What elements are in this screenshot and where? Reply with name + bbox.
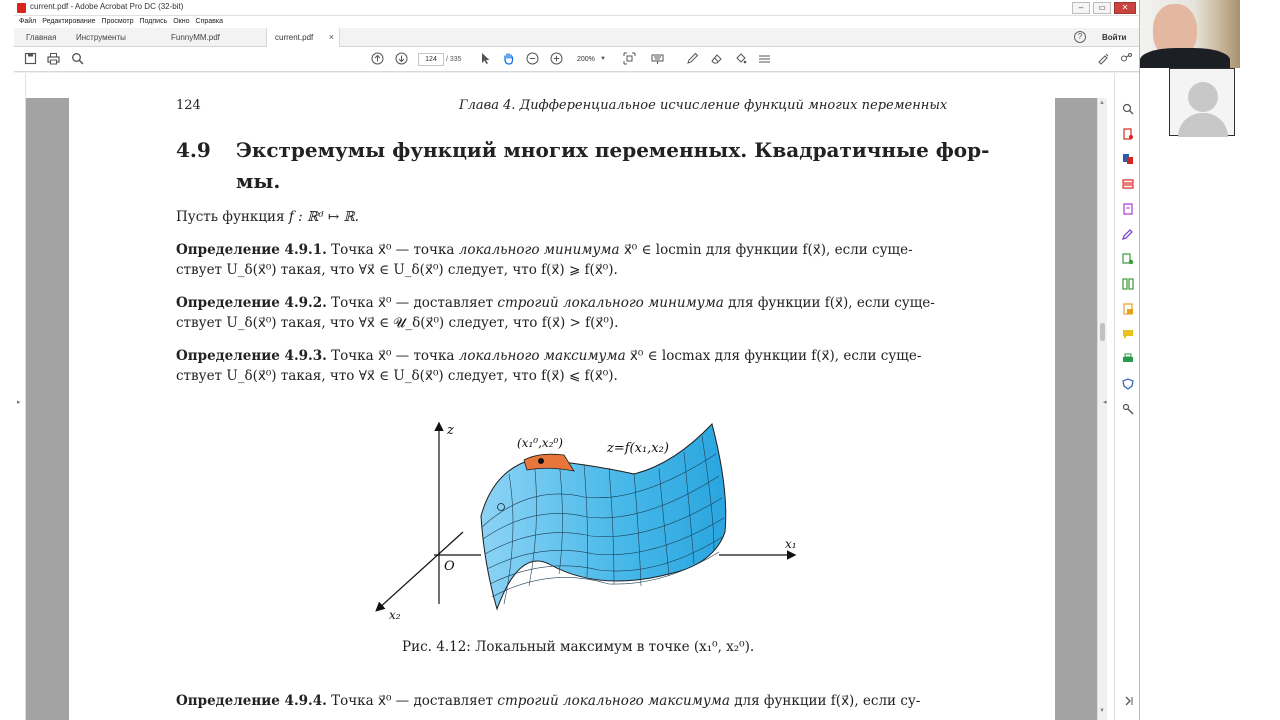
collapse-panel-icon[interactable] <box>1121 695 1135 709</box>
tools-settings-icon[interactable] <box>1121 403 1135 417</box>
definition-4-term: строгий локального максимума <box>497 693 730 709</box>
presenter-body <box>1140 48 1230 68</box>
menu-view[interactable]: Просмотр <box>101 18 134 25</box>
definition-3-line2: ствует U_δ(x⃗⁰) такая, что ∀x⃗ ∈ U_δ(x⃗⁰) следует, что f(x⃗) ⩽ f(x⃗⁰). <box>176 368 618 384</box>
document-area[interactable] <box>14 73 1114 720</box>
print-production-icon[interactable] <box>1121 353 1135 367</box>
menu-window[interactable]: Окно <box>173 18 190 25</box>
help-icon[interactable]: ? <box>1074 31 1086 43</box>
save-icon[interactable] <box>23 52 38 67</box>
definition-4-text: Точка x⃗⁰ — доставляет <box>326 693 498 709</box>
definition-3-line1 <box>176 348 921 364</box>
definition-2-line2: ствует U_δ(x⃗⁰) такая, что ∀x⃗ ∈ 𝓤_δ(x⃗⁰) следует, что f(x⃗) > f(x⃗⁰). <box>176 315 619 331</box>
page-margin-right <box>1055 98 1097 720</box>
page-margin-left <box>26 98 69 720</box>
definition-2-text: Точка x⃗⁰ — доставляет <box>326 295 498 311</box>
presenter-video <box>1140 0 1240 68</box>
function-surface <box>481 424 726 609</box>
pdf-page <box>69 98 1055 720</box>
page-number: 124 <box>176 98 201 113</box>
zoom-out-icon[interactable] <box>525 52 540 67</box>
print-icon[interactable] <box>46 52 61 67</box>
window-title: current.pdf - Adobe Acrobat Pro DC (32-bit) <box>30 2 184 11</box>
definition-1-term: локального минимума <box>458 242 620 258</box>
page-down-icon[interactable] <box>394 52 409 67</box>
definition-2-term: строгий локального минимума <box>497 295 724 311</box>
zoom-tool-icon[interactable] <box>1121 103 1135 117</box>
tab-home[interactable]: Главная <box>26 33 57 42</box>
vertical-scrollbar[interactable] <box>1097 98 1107 720</box>
tab-funnymm[interactable] <box>163 28 275 47</box>
acrobat-window <box>14 0 1140 720</box>
scroll-down-icon[interactable]: ▼ <box>1099 708 1105 714</box>
share-icon[interactable] <box>1119 52 1134 67</box>
zoom-level-select[interactable]: 200% <box>577 56 595 63</box>
running-header: Глава 4. Дифференциальное исчисление функций многих переменных <box>459 98 948 113</box>
intro-paragraph <box>176 209 359 225</box>
page-up-icon[interactable] <box>370 52 385 67</box>
definition-1-line2: ствует U_δ(x⃗⁰) такая, что ∀x⃗ ∈ U_δ(x⃗⁰) следует, что f(x⃗) ⩾ f(x⃗⁰). <box>176 262 618 278</box>
intro-math: f : ℝᵈ ↦ ℝ. <box>288 209 359 225</box>
search-icon[interactable] <box>70 52 85 67</box>
tab-close-icon[interactable]: × <box>328 32 334 42</box>
zoom-in-icon[interactable] <box>549 52 564 67</box>
right-tools-panel <box>1103 73 1140 720</box>
page-number-input[interactable]: 124 <box>418 53 444 66</box>
point-label: (x₁⁰,x₂⁰) <box>517 436 563 450</box>
avatar <box>1169 68 1235 136</box>
left-nav-strip[interactable] <box>14 73 26 720</box>
pen-icon[interactable] <box>685 52 700 67</box>
menu-sign[interactable]: Подпись <box>139 18 168 25</box>
local-max-point <box>538 458 544 464</box>
window-controls <box>1072 2 1136 14</box>
send-for-review-icon[interactable] <box>1121 303 1135 317</box>
stamp-icon[interactable] <box>1096 52 1111 67</box>
tab-tools[interactable]: Инструменты <box>76 33 126 42</box>
compare-files-icon[interactable] <box>1121 278 1135 292</box>
definition-3-label: Определение 4.9.3. <box>176 348 327 364</box>
toolbar <box>14 47 1140 72</box>
local-max-highlight <box>524 454 574 471</box>
select-cursor-icon[interactable] <box>478 52 493 67</box>
definition-2-label: Определение 4.9.2. <box>176 295 327 311</box>
chevron-down-icon[interactable]: ▼ <box>600 56 606 62</box>
tab-current-label: current.pdf <box>275 33 314 42</box>
figure-caption: Рис. 4.12: Локальный максимум в точке (x₁⁰, x₂⁰). <box>402 639 755 655</box>
create-pdf-icon[interactable] <box>1121 153 1135 167</box>
definition-1-text-b: x⃗⁰ ∈ locmin для функции f(x⃗), если суще- <box>619 242 913 258</box>
definition-3-term: локального максимума <box>458 348 626 364</box>
avatar-head-icon <box>1188 82 1218 112</box>
acrobat-app-icon <box>17 3 26 13</box>
fill-sign-icon[interactable] <box>733 52 748 67</box>
export-pdf-icon[interactable] <box>1121 128 1135 142</box>
menu-edit[interactable]: Редактирование <box>42 18 96 25</box>
protect-icon[interactable] <box>1121 378 1135 392</box>
axis-x2-label: x₂ <box>389 608 401 619</box>
surface-label: z=f(x₁,x₂) <box>607 441 669 456</box>
maximize-button[interactable]: ▭ <box>1093 2 1111 14</box>
more-tools-icon[interactable] <box>757 52 772 67</box>
definition-4-line1 <box>176 693 920 709</box>
expand-left-panel-icon[interactable]: ▸ <box>17 399 21 406</box>
surface-figure <box>369 414 809 619</box>
page-total: / 335 <box>446 56 462 63</box>
intro-text: Пусть функция <box>176 209 289 225</box>
sign-in-button[interactable]: Войти <box>1102 33 1127 42</box>
menu-file[interactable]: Файл <box>19 18 37 25</box>
section-number: 4.9 <box>176 138 211 162</box>
close-button[interactable]: ✕ <box>1114 2 1136 14</box>
page-fit-icon[interactable] <box>622 52 637 67</box>
edit-pdf-icon[interactable] <box>1121 203 1135 217</box>
scrollbar-thumb[interactable] <box>1100 323 1105 341</box>
comment-pen-icon[interactable] <box>1121 228 1135 242</box>
avatar-body-icon <box>1178 113 1228 137</box>
scroll-up-icon[interactable]: ▲ <box>1099 100 1105 106</box>
hand-tool-icon[interactable] <box>501 52 516 67</box>
section-title-cont: мы. <box>236 169 281 193</box>
organize-pages-icon[interactable] <box>1121 178 1135 192</box>
tab-bar <box>14 28 1140 47</box>
participant-video <box>1169 68 1235 136</box>
origin-label: O <box>444 559 455 574</box>
combine-files-icon[interactable] <box>1121 253 1135 267</box>
tab-funnymm-label: FunnyMM.pdf <box>171 33 220 42</box>
keyboard-icon[interactable] <box>650 52 665 67</box>
axis-x1-label: x₁ <box>785 537 797 551</box>
video-call-strip <box>1140 0 1280 720</box>
definition-1-text: Точка x⃗⁰ — точка <box>326 242 459 258</box>
menu-bar <box>14 16 1140 28</box>
minimize-button[interactable]: ‒ <box>1072 2 1090 14</box>
eraser-icon[interactable] <box>709 52 724 67</box>
title-bar <box>14 0 1140 16</box>
definition-2-line1 <box>176 295 935 311</box>
menu-help[interactable]: Справка <box>195 18 223 25</box>
definition-3-text: Точка x⃗⁰ — точка <box>326 348 459 364</box>
definition-1-line1 <box>176 242 913 258</box>
definition-4-text-b: для функции f(x⃗), если су- <box>729 693 921 709</box>
definition-4-label: Определение 4.9.4. <box>176 693 327 709</box>
axis-z-label: z <box>447 423 454 438</box>
definition-2-text-b: для функции f(x⃗), если суще- <box>723 295 935 311</box>
definition-1-label: Определение 4.9.1. <box>176 242 327 258</box>
section-title: Экстремумы функций многих переменных. Квадратичные фор- <box>236 138 990 162</box>
comment-icon[interactable] <box>1121 328 1135 342</box>
definition-3-text-b: x⃗⁰ ∈ locmax для функции f(x⃗), если суще- <box>625 348 922 364</box>
collapse-right-panel-icon[interactable]: ◂ <box>1103 399 1107 406</box>
tab-current[interactable] <box>266 28 340 47</box>
